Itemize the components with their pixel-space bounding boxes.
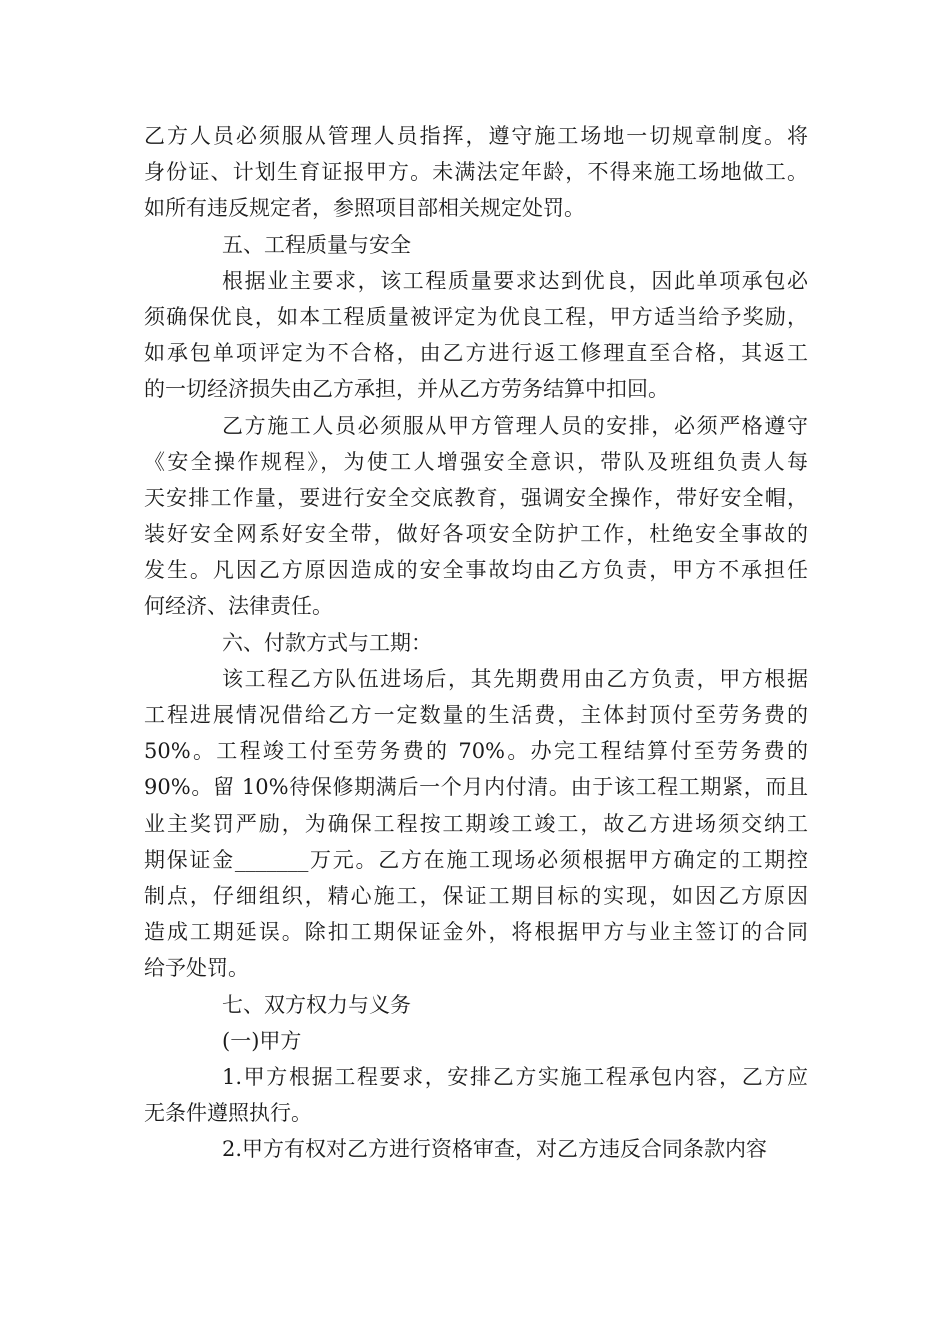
text-line: 天安排工作量，要进行安全交底教育，强调安全操作，带好安全帽，	[144, 485, 808, 510]
section-heading	[144, 227, 808, 263]
paragraph	[144, 1131, 808, 1167]
text-line: 根据业主要求，该工程质量要求达到优良，因此单项承包必	[222, 268, 808, 293]
paragraph	[144, 1059, 808, 1131]
text-line: 何经济、法律责任。	[144, 594, 333, 619]
text-line: 须确保优良，如本工程质量被评定为优良工程，甲方适当给予奖励，	[144, 304, 808, 329]
text-line: 2.甲方有权对乙方进行资格审查，对乙方违反合同条款内容	[222, 1137, 768, 1162]
text-line: 乙方人员必须服从管理人员指挥，遵守施工场地一切规章制度。将	[144, 124, 808, 148]
section-heading	[144, 1023, 808, 1059]
text-line: 身份证、计划生育证报甲方。未满法定年龄，不得来施工场地做工。	[144, 160, 808, 185]
text-line: 如承包单项评定为不合格，由乙方进行返工修理直至合格，其返工	[144, 341, 808, 366]
paragraph	[144, 408, 808, 625]
text-line: 该工程乙方队伍进场后，其先期费用由乙方负责，甲方根据	[222, 666, 808, 691]
text-line: 发生。凡因乙方原因造成的安全事故均由乙方负责，甲方不承担任	[144, 558, 808, 583]
text-line: 50%。工程竣工付至劳务费的 70%。办完工程结算付至劳务费的	[144, 739, 808, 764]
text-line: 给予处罚。	[144, 956, 249, 981]
text-line: 工程进展情况借给乙方一定数量的生活费，主体封顶付至劳务费的	[144, 703, 808, 727]
text-line: 《安全操作规程》，为使工人增强安全意识，带队及班组负责人每	[144, 449, 808, 474]
heading-line: 五、工程质量与安全	[222, 232, 411, 257]
text-line: 造成工期延误。除扣工期保证金外，将根据甲方与业主签订的合同	[144, 920, 808, 945]
heading-line: (一)甲方	[222, 1028, 302, 1053]
document-page	[144, 118, 808, 1167]
heading-line: 六、付款方式与工期：	[222, 630, 432, 655]
text-line: 1.甲方根据工程要求，安排乙方实施工程承包内容，乙方应	[222, 1064, 808, 1089]
paragraph	[144, 118, 808, 227]
text-line: 期保证金_______万元。乙方在施工现场必须根据甲方确定的工期控	[144, 847, 808, 872]
section-heading	[144, 987, 808, 1023]
paragraph	[144, 661, 808, 987]
text-line: 装好安全网系好安全带，做好各项安全防护工作，杜绝安全事故的	[144, 522, 808, 547]
heading-line: 七、双方权力与义务	[222, 992, 411, 1017]
text-line: 无条件遵照执行。	[144, 1101, 312, 1126]
paragraph	[144, 263, 808, 408]
text-line: 如所有违反规定者，参照项目部相关规定处罚。	[144, 196, 585, 221]
section-heading	[144, 625, 808, 661]
text-line: 90%。留 10%待保修期满后一个月内付清。由于该工程工期紧，而且	[144, 775, 808, 800]
text-line: 的一切经济损失由乙方承担，并从乙方劳务结算中扣回。	[144, 377, 669, 402]
text-line: 制点，仔细组织，精心施工，保证工期目标的实现，如因乙方原因	[144, 883, 808, 908]
text-line: 乙方施工人员必须服从甲方管理人员的安排，必须严格遵守	[222, 413, 808, 438]
text-line: 业主奖罚严励，为确保工程按工期竣工竣工，故乙方进场须交纳工	[144, 811, 808, 836]
